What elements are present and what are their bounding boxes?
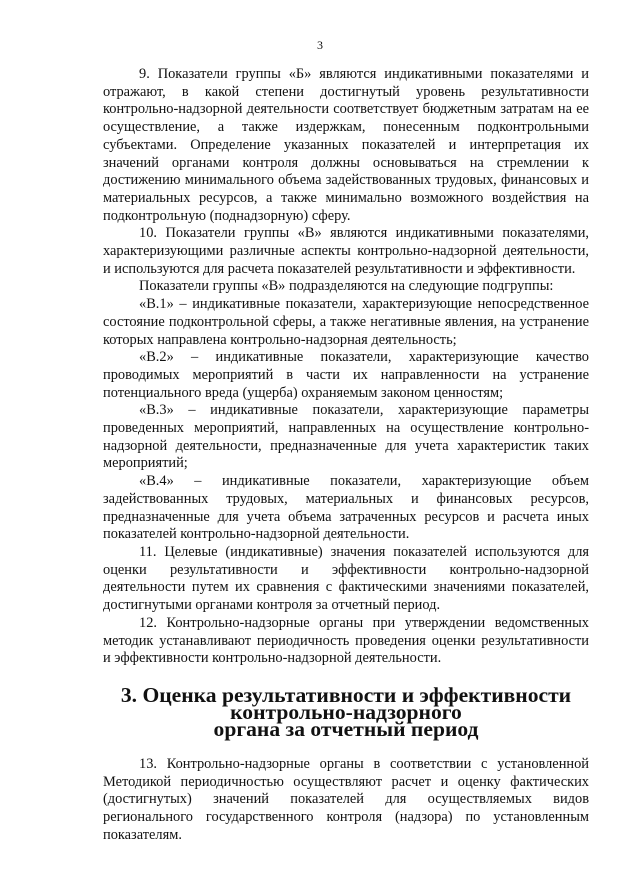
paragraph-subgroup-v4: «В.4» – индикативные показатели, характеризующие объем задействованных трудовых, материальных и финансовых ресурсов, предназначенные для учета объема затраченных ресурсов и расчета иных показателей контрольно-надзорной деятельности. (103, 473, 589, 543)
section-heading (103, 682, 589, 741)
paragraph-11: 11. Целевые (индикативные) значения показателей используются для оценки результативности и эффективности контрольно-надзорной деятельности путем их сравнения с фактическими значениями показателей, достигнутыми органами контроля за отчетный период. (103, 543, 589, 614)
paragraph-12: 12. Контрольно-надзорные органы при утверждении ведомственных методик устанавливают периодичность проведения оценки результативности и эффективности контрольно-надзорной деятельности. (103, 614, 589, 667)
page-number: 3 (317, 38, 323, 52)
section-heading-line-2: органа за отчетный период (213, 716, 479, 741)
section-heading-line-1: 3. Оценка результативности и эффективности контрольно-надзорного (120, 682, 572, 724)
paragraph-subgroup-v1: «В.1» – индикативные показатели, характеризующие непосредственное состояние подконтрольной сферы, а также негативные явления, на устранение которых направлена контрольно-надзорная деятельность; (103, 296, 589, 348)
paragraph-13: 13. Контрольно-надзорные органы в соответствии с установленной Методикой периодичностью осуществляют расчет и оценку фактических (достигнутых) значений показателей для осуществляемых видов регионального государственного контроля (надзора) по установленным показателям. (103, 755, 589, 843)
paragraph-subgroup-v3: «В.3» – индикативные показатели, характеризующие параметры проведенных мероприятий, направленных на осуществление контрольно-надзорной деятельности, предназначенные для учета характеристик таких мероприятий; (103, 402, 589, 472)
paragraph-subgroups-intro: Показатели группы «В» подразделяются на следующие подгруппы: (139, 278, 554, 295)
document-body (103, 66, 589, 844)
paragraph-10: 10. Показатели группы «В» являются индикативными показателями, характеризующими различные аспекты контрольно-надзорной деятельности, и используются для расчета показателей результативности и эффективности. (103, 225, 589, 277)
paragraph-9: 9. Показатели группы «Б» являются индикативными показателями и отражают, в какой степени достигнутый уровень результативности контрольно-надзорной деятельности соответствует бюджетным затратам на ее осуществление, а также издержкам, понесенным подконтрольными субъектами. Определение указанных показателей и интерпретация их значений органами контроля должны основываться на стремлении к достижению минимального объема задействованных трудовых, финансовых и материальных ресурсов, а также минимально возможного воздействия на подконтрольную (поднадзорную) сферу. (103, 66, 589, 224)
paragraph-subgroup-v2: «В.2» – индикативные показатели, характеризующие качество проводимых мероприятий в части их направленности на устранение потенциального вреда (ущерба) охраняемым законом ценностям; (103, 349, 589, 401)
